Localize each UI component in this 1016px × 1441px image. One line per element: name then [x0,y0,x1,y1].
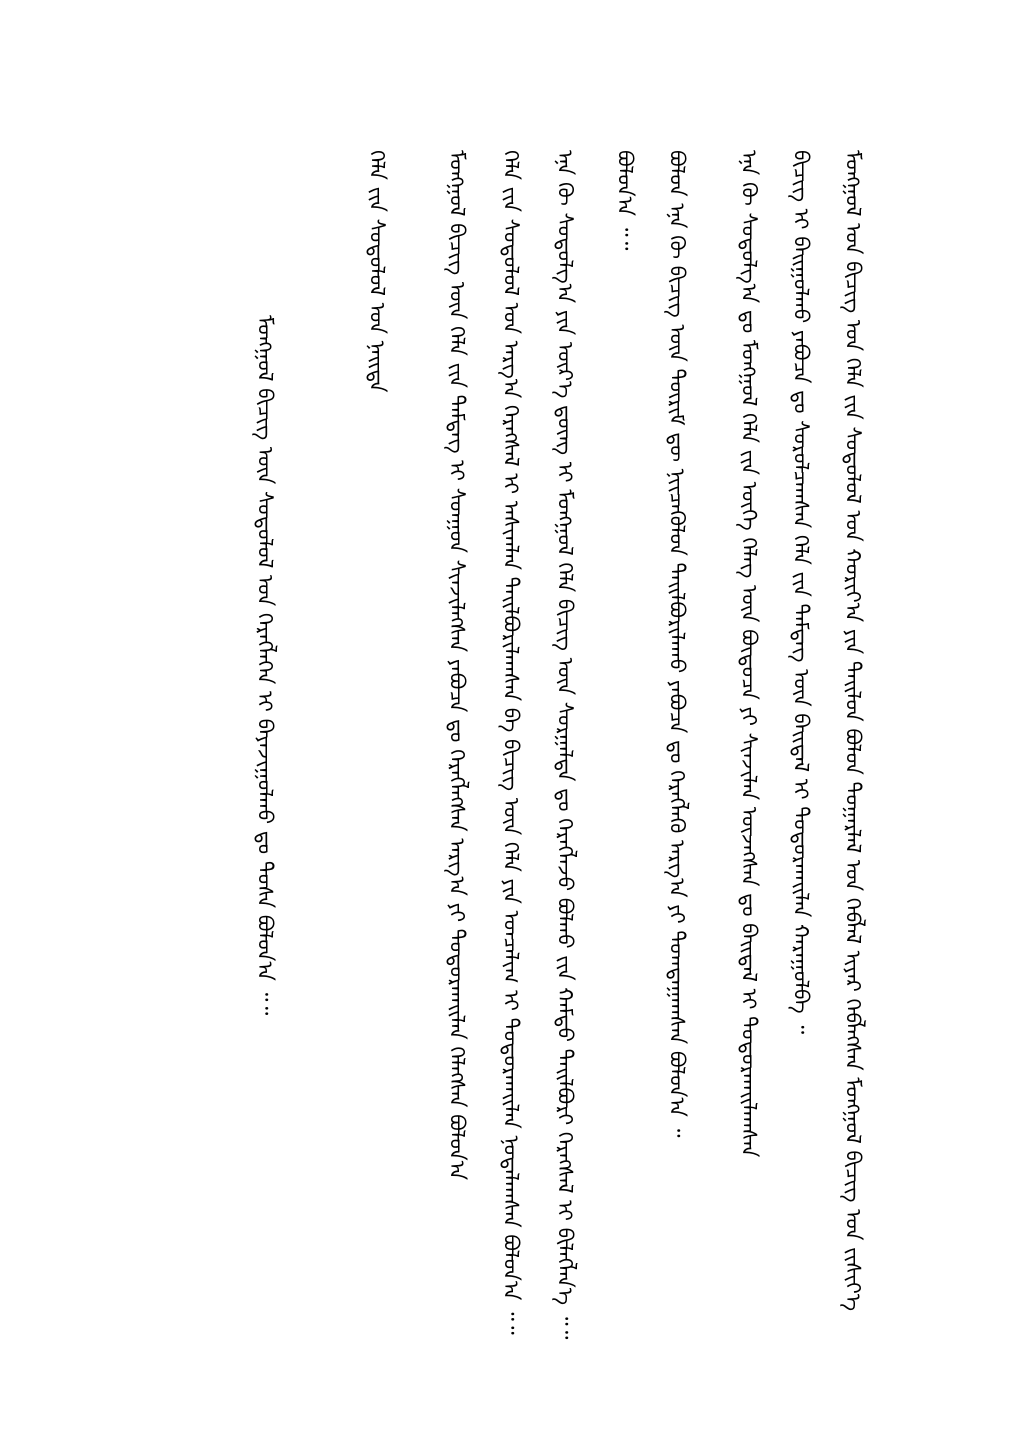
text-column: ᠪᠤᠯᠤᠨ ᠡᠨᠡ ᠬᠦ ᠪᠢᠴᠢᠭ ᠦᠨ ᠳᠦᠷᠢᠮ ᠳᠦ ᠨᠢᠢᠴᠡᠭᠦᠯᠦᠨ ᠲᠠᠢᠯᠪᠤᠷᠢᠯᠠᠬᠤ ᠶᠠᠪᠤᠴᠠ ᠳᠤ ᠬᠡᠷᠡᠭᠯᠡᠬᠦ ᠠᠷᠭ᠎ᠠ ᠶᠢ ᠲᠣᠭᠲᠠᠭᠠᠭᠰᠠᠨ ᠪᠣᠯᠤᠨ᠎ᠠ ᠃ [665,150,689,1138]
text-column: ᠮᠣᠩᠭᠣᠯ ᠤᠨ ᠪᠢᠴᠢᠭ ᠤᠨ ᠬᠡᠯᠡ ᠵᠢᠨ ᠰᠤᠳᠤᠯᠤᠯ ᠤᠨ ᠬᠣᠷᠢᠶ᠎ᠠ ᠶᠢᠨ ᠲᠠᠢᠯᠤᠨ ᠪᠤᠯᠤᠨ ᠳᠤᠭᠠᠷᠯᠠᠯ ᠤᠨ ᠬᠡᠪᠯᠡᠯ ᠢᠶᠡᠷ ᠬᠡᠪᠯᠡᠭᠰᠡᠨ ᠮᠣᠩᠭᠣᠯ ᠪᠢᠴᠢᠭ᠌ ᠤᠨ ᠵᠢᠱᠢᠶ᠎ᠡ [841,150,865,1312]
text-column: ᠪᠤᠯᠤᠨ᠎ᠠ ᠃᠃ [613,150,637,251]
text-column: ᠡᠨᠡ ᠬᠦ ᠰᠤᠳᠤᠯᠭ᠎ᠠ ᠶᠢᠨ ᠦᠷ᠎ᠡ ᠳ᠋ᠦᠩ ᠢ ᠮᠣᠩᠭᠣᠯ ᠬᠡᠯᠡ ᠪᠢᠴᠢᠭ ᠦᠨ ᠰᠤᠷᠭᠠᠯᠲᠠ ᠳᠤ ᠬᠡᠷᠡᠭᠯᠡᠵᠦ ᠪᠣᠯᠬᠤ ᠵᠢᠨ ᠬᠠᠮᠲᠤ ᠲᠠᠢᠯᠪᠤᠷᠢ ᠬᠡᠷᠡᠭᠰᠡᠯ ᠢ ᠪᠢᠯᠡᠭᠯᠡᠨ᠎ᠡ ᠃᠃ [553,150,577,1340]
text-column: ᠡᠨᠡ ᠬᠦ ᠰᠤᠳᠤᠯᠭ᠎ᠠ ᠳᠤ ᠮᠣᠩᠭᠣᠯ ᠬᠡᠯᠡ ᠵᠢᠨ ᠦᠭᠡ ᠬᠡᠯᠡᠭ ᠦᠨ ᠪᠦᠲᠦᠴᠡ ᠶᠢ ᠰᠢᠨᠵᠢᠯᠡᠨ ᠦᠵᠡᠭᠰᠡᠨ ᠳᠤ ᠪᠠᠢᠳᠠᠯ ᠢ ᠲᠣᠳᠣᠷᠬᠠᠢᠯᠠᠭᠰᠠᠨ [737,150,761,1158]
text-column: ᠪᠢᠴᠢᠭ ᠢ ᠪᠠᠢᠭᠤᠯᠬᠤ ᠶᠠᠪᠤᠴᠠ ᠳᠤ ᠰᠤᠷᠤᠯᠴᠠᠭ᠍ᠰᠠᠨ ᠬᠡᠯᠡ ᠵᠢᠨ ᠲᠡᠮᠳᠡᠭ ᠦᠨ ᠪᠠᠢᠳᠠᠯ ᠢ ᠲᠣᠳᠣᠷᠬᠠᠢᠯᠠᠨ ᠬᠠᠷᠠᠭᠤᠯᠪᠠ ᠃ [789,150,813,1035]
text-column: ᠮᠣᠩᠭᠣᠯ ᠪᠢᠴᠢᠭ ᠦᠨ ᠬᠡᠯᠡ ᠵᠢᠨ ᠲᠡᠮᠳᠡᠭ ᠢ ᠰᠣᠨᠭᠣᠨ ᠰᠢᠨᠵᠢᠯᠡᠭᠰᠡᠨ ᠶᠠᠪᠤᠴᠠ ᠳᠤ ᠬᠡᠷᠡᠭᠯᠡᠭᠰᠡᠨ ᠠᠷᠭ᠎ᠠ ᠶᠢ ᠲᠣᠳᠣᠷᠬᠠᠢᠯᠠᠨ ᠬᠡᠯᠡᠭᠰᠡᠨ ᠪᠣᠯᠤᠨ᠎ᠠ [445,150,469,1181]
text-column: ᠮᠣᠩᠭᠣᠯ ᠪᠢᠴᠢᠭ ᠦᠨ ᠰᠤᠳᠤᠯᠤᠯ ᠤᠨ ᠬᠡᠷᠡᠭᠯᠡᠭᠡᠨ ᠢ ᠪᠠᠶᠠᠵᠢᠭᠤᠯᠬᠤ ᠳᠤ ᠳᠤᠰᠠ ᠪᠣᠯᠤᠨ᠎ᠠ ᠃᠃ [253,315,277,1016]
text-column: ᠬᠡᠯᠡ ᠵᠢᠨ ᠰᠤᠳᠤᠯᠤᠯ ᠤᠨ ᠨᠡᠢᠲᠡ [365,150,389,393]
text-column: ᠬᠡᠯᠡ ᠵᠢᠨ ᠰᠤᠳᠤᠯᠤᠯ ᠤᠨ ᠠᠷᠭ᠎ᠠ ᠬᠡᠷᠡᠭᠰᠡᠯ ᠢ ᠠᠰᠢᠭᠯᠠᠨ ᠲᠠᠢᠯᠪᠤᠷᠢᠯᠠᠭᠰᠠᠨ ᠪᠠ ᠪᠢᠴᠢᠭ ᠦᠨ ᠬᠡᠯᠡ ᠶᠢᠨ ᠣᠨᠴᠠᠯᠢᠭ ᠢ ᠲᠣᠳᠣᠷᠬᠠᠢᠯᠠᠨ ᠨᠣᠲᠠᠯᠠᠭᠰᠠᠨ ᠪᠣᠯᠤᠨ᠎ᠠ ᠃᠃ [499,150,523,1335]
